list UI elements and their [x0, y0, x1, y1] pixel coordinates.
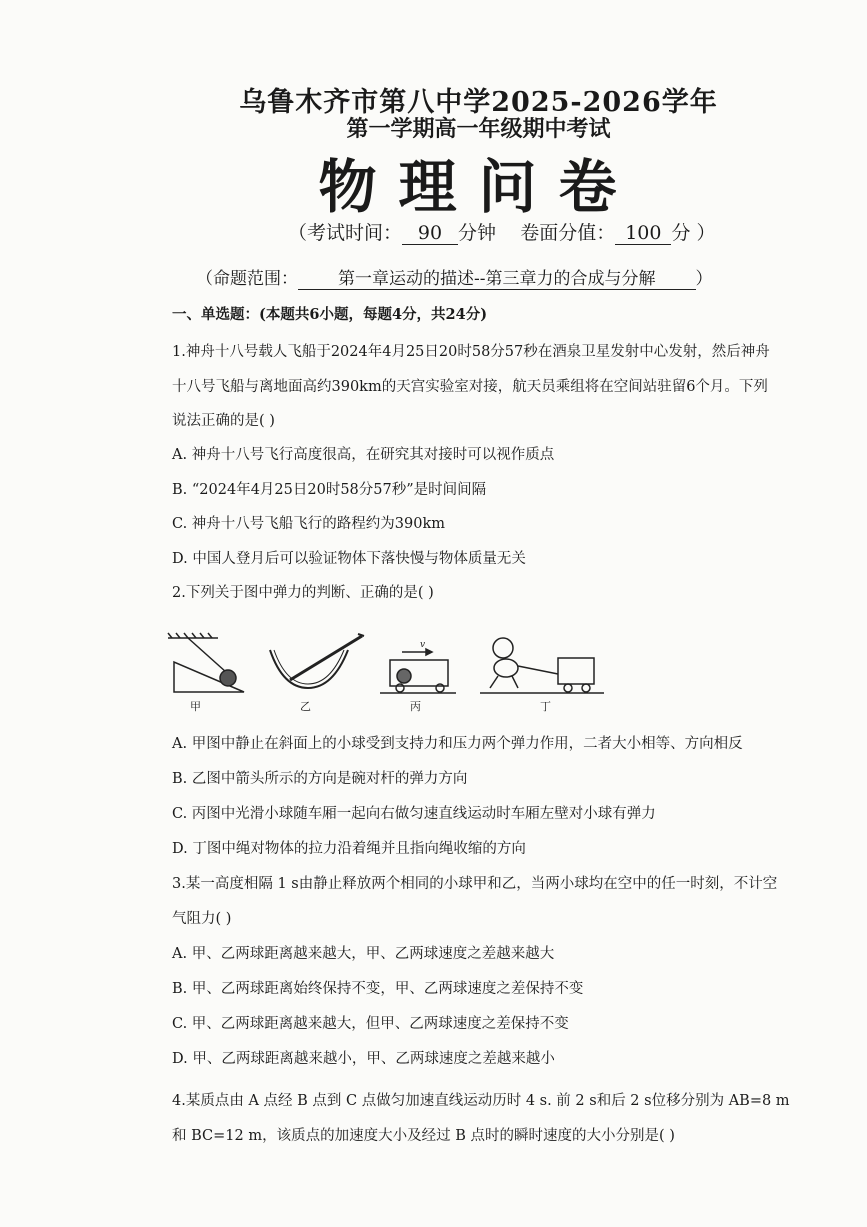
score-value: 100 — [615, 222, 671, 245]
figure-label-bing: 丙 — [410, 700, 421, 713]
q1-stem-line: 十八号飞船与离地面高约390km的天宫实验室对接，航天员乘组将在空间站驻留6个月。下列 — [172, 379, 768, 395]
figure-label-yi: 乙 — [300, 700, 311, 713]
q1-stem-line: 1.神舟十八号载人飞船于2024年4月25日20时58分57秒在酒泉卫星发射中心发射，然后神舟 — [172, 344, 770, 360]
q2-option-a: A. 甲图中静止在斜面上的小球受到支持力和压力两个弹力作用，二者大小相等、方向相反 — [172, 736, 743, 752]
subject-title: 物理问卷 — [318, 153, 639, 221]
figure-ding — [480, 638, 604, 693]
figure-jia — [168, 633, 244, 692]
figure-yi — [270, 634, 364, 688]
q1-option-b: B. “2024年4月25日20时58分57秒”是时间间隔 — [172, 482, 487, 498]
q1-option-c: C. 神舟十八号飞船飞行的路程约为390km — [172, 516, 446, 532]
q2-option-b: B. 乙图中箭头所示的方向是碗对杆的弹力方向 — [172, 771, 468, 787]
q3-option-c: C. 甲、乙两球距离越来越大，但甲、乙两球速度之差保持不变 — [172, 1016, 569, 1032]
scope-end: ） — [695, 269, 713, 289]
score-label: 卷面分值： — [520, 222, 616, 244]
q2-option-c: C. 丙图中光滑小球随车厢一起向右做匀速直线运动时车厢左壁对小球有弹力 — [172, 806, 656, 822]
exam-scope — [196, 264, 713, 290]
scope-label: （命题范围： — [196, 269, 298, 289]
q1-option-d: D. 中国人登月后可以验证物体下落快慢与物体质量无关 — [172, 551, 526, 567]
q3-stem-line: 3.某一高度相隔 1 s由静止释放两个相同的小球甲和乙，当两小球均在空中的任一时刻，不计空 — [172, 876, 778, 892]
figure-label-ding: 丁 — [540, 700, 551, 713]
section-title: 一、单选题：(本题共6小题，每题4分，共24分) — [172, 306, 488, 323]
q4-stem-line: 和 BC=12 m，该质点的加速度大小及经过 B 点时的瞬时速度的大小分别是( ) — [172, 1128, 675, 1144]
q3-option-a: A. 甲、乙两球距离越来越大，甲、乙两球速度之差越来越大 — [172, 946, 555, 962]
time-value: 90 — [402, 222, 458, 245]
q3-option-b: B. 甲、乙两球距离始终保持不变，甲、乙两球速度之差保持不变 — [172, 981, 584, 997]
exam-title: 第一学期高一年级期中考试 — [346, 116, 611, 142]
q1-stem-line: 说法正确的是( ) — [172, 413, 275, 429]
q1-option-a: A. 神舟十八号飞行高度很高，在研究其对接时可以视作质点 — [172, 447, 555, 463]
scope-value: 第一章运动的描述--第三章力的合成与分解 — [298, 264, 696, 290]
exam-meta — [288, 218, 716, 245]
time-unit: 分钟 — [458, 222, 497, 244]
figure-velocity-label: v — [420, 640, 426, 650]
figure-label-jia: 甲 — [190, 700, 201, 713]
q2-stem-line: 2.下列关于图中弹力的判断、正确的是( ) — [172, 585, 434, 601]
q3-option-d: D. 甲、乙两球距离越来越小，甲、乙两球速度之差越来越小 — [172, 1051, 555, 1067]
q2-option-d: D. 丁图中绳对物体的拉力沿着绳并且指向绳收缩的方向 — [172, 841, 526, 857]
figure-bing — [380, 649, 456, 693]
q3-stem-line: 气阻力( ) — [172, 911, 232, 927]
score-unit: 分 ） — [671, 222, 716, 244]
q4-stem-line: 4.某质点由 A 点经 B 点到 C 点做匀加速直线运动历时 4 s. 前 2 s和后 2 s位移分别为 AB=8 m — [172, 1093, 790, 1109]
school-title: 乌鲁木齐市第八中学2025-2026学年 — [239, 87, 718, 118]
time-label: （考试时间： — [288, 222, 403, 244]
